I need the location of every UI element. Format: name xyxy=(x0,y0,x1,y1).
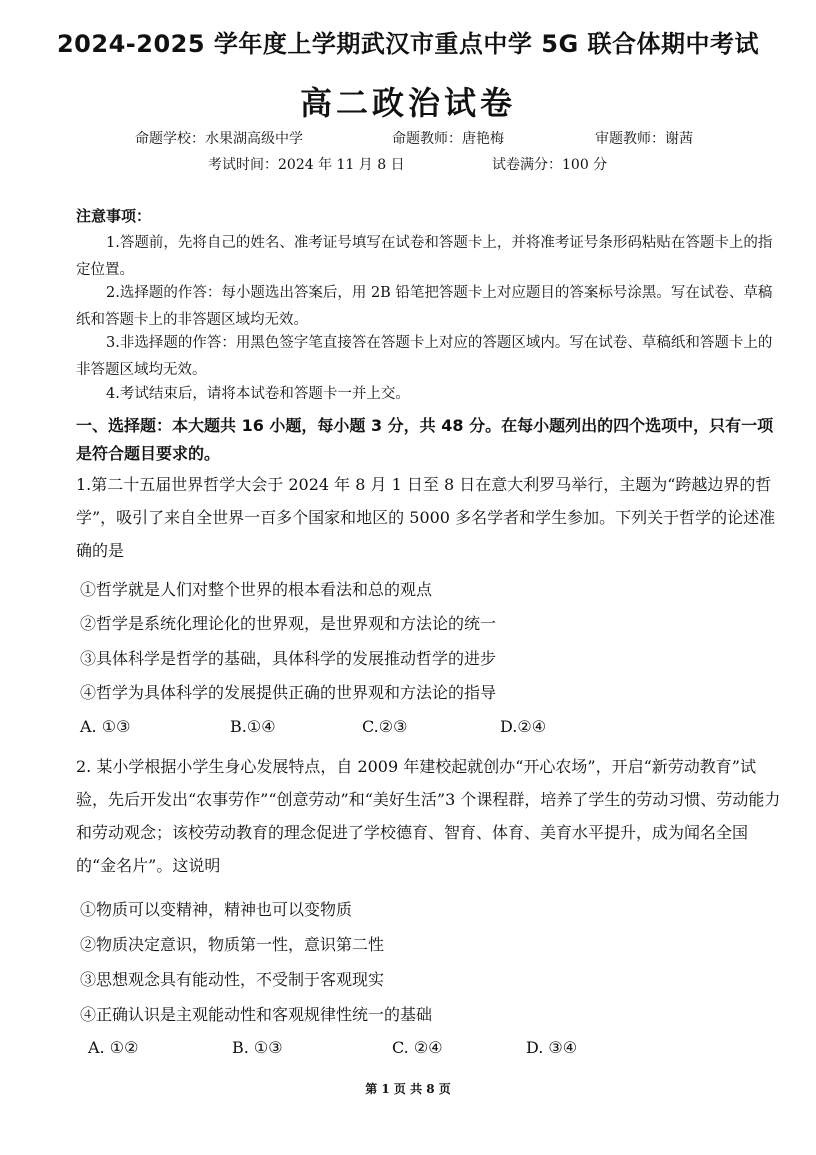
notice-item-4: 4.考试结束后，请将本试卷和答题卡一并上交。 xyxy=(106,386,410,402)
question-1-choice-d: D.②④ xyxy=(500,717,547,736)
notice-item-2: 2.选择题的作答：每小题选出答案后，用 2B 铅笔把答题卡上对应题目的答案标号涂黑。写在试卷、草稿纸和答题卡上的非答题区域均无效。 xyxy=(76,285,773,328)
question-1-choice-b: B.①④ xyxy=(230,717,276,736)
question-2-choice-a: A. ①② xyxy=(88,1038,139,1057)
question-2-statement-1: ①物质可以变精神，精神也可以变物质 xyxy=(80,900,353,919)
question-1-stem: 1.第二十五届世界哲学大会于 2024 年 8 月 1 日至 8 日在意大利罗马举行，主题为“跨越边界的哲学”，吸引了来自全世界一百多个国家和地区的 5000 多名学者和学生参加。下列关于哲学的论述准确的是 xyxy=(76,475,776,560)
exam-title: 2024-2025 学年度上学期武汉市重点中学 5G 联合体期中考试 xyxy=(56,30,760,58)
page-number: 第 1 页 共 8 页 xyxy=(365,1082,451,1096)
question-2-statement-3: ③思想观念具有能动性，不受制于客观现实 xyxy=(80,970,385,989)
question-1-statement-2: ②哲学是系统化理论化的世界观，是世界观和方法论的统一 xyxy=(80,614,497,633)
full-score-label: 试卷满分：100 分 xyxy=(492,157,608,173)
teacher-label: 命题教师：唐艳梅 xyxy=(392,131,504,147)
question-1-statement-4: ④哲学为具体科学的发展提供正确的世界观和方法论的指导 xyxy=(80,683,497,702)
question-1-statement-1: ①哲学就是人们对整个世界的根本看法和总的观点 xyxy=(80,580,433,599)
exam-subtitle: 高二政治试卷 xyxy=(299,84,516,122)
section-heading: 一、选择题：本大题共 16 小题，每小题 3 分，共 48 分。在每小题列出的四个选项中，只有一项是符合题目要求的。 xyxy=(76,416,774,463)
notice-heading: 注意事项： xyxy=(76,207,152,225)
question-2-choice-c: C. ②④ xyxy=(392,1038,443,1057)
question-2-choice-d: D. ③④ xyxy=(526,1038,578,1057)
school-label: 命题学校：水果湖高级中学 xyxy=(135,131,303,147)
question-1-statement-3: ③具体科学是哲学的基础，具体科学的发展推动哲学的进步 xyxy=(80,649,497,668)
question-2-statement-4: ④正确认识是主观能动性和客观规律性统一的基础 xyxy=(80,1005,433,1024)
notice-item-1: 1.答题前，先将自己的姓名、准考证号填写在试卷和答题卡上，并将准考证号条形码粘贴在答题卡上的指定位置。 xyxy=(76,235,773,278)
question-1-choice-c: C.②③ xyxy=(362,717,408,736)
reviewer-label: 审题教师：谢茜 xyxy=(595,131,693,147)
question-1-choice-a: A. ①③ xyxy=(80,717,131,736)
question-2-stem: 2. 某小学根据小学生身心发展特点，自 2009 年建校起就创办“开心农场”，开启“新劳动教育”试验，先后开发出“农事劳作”“创意劳动”和“美好生活”3 个课程群，培养了学生的劳动习惯、劳动能力和劳动观念；该校劳动教育的理念促进了学校德育、智育、体育、美育水平提升，成为闻名全国的“金名片”。这说明 xyxy=(76,757,781,875)
notice-item-3: 3.非选择题的作答：用黑色签字笔直接答在答题卡上对应的答题区域内。写在试卷、草稿纸和答题卡上的非答题区域均无效。 xyxy=(76,335,773,378)
exam-date-label: 考试时间：2024 年 11 月 8 日 xyxy=(208,157,405,173)
question-2-statement-2: ②物质决定意识，物质第一性，意识第二性 xyxy=(80,935,385,954)
question-2-choice-b: B. ①③ xyxy=(232,1038,283,1057)
